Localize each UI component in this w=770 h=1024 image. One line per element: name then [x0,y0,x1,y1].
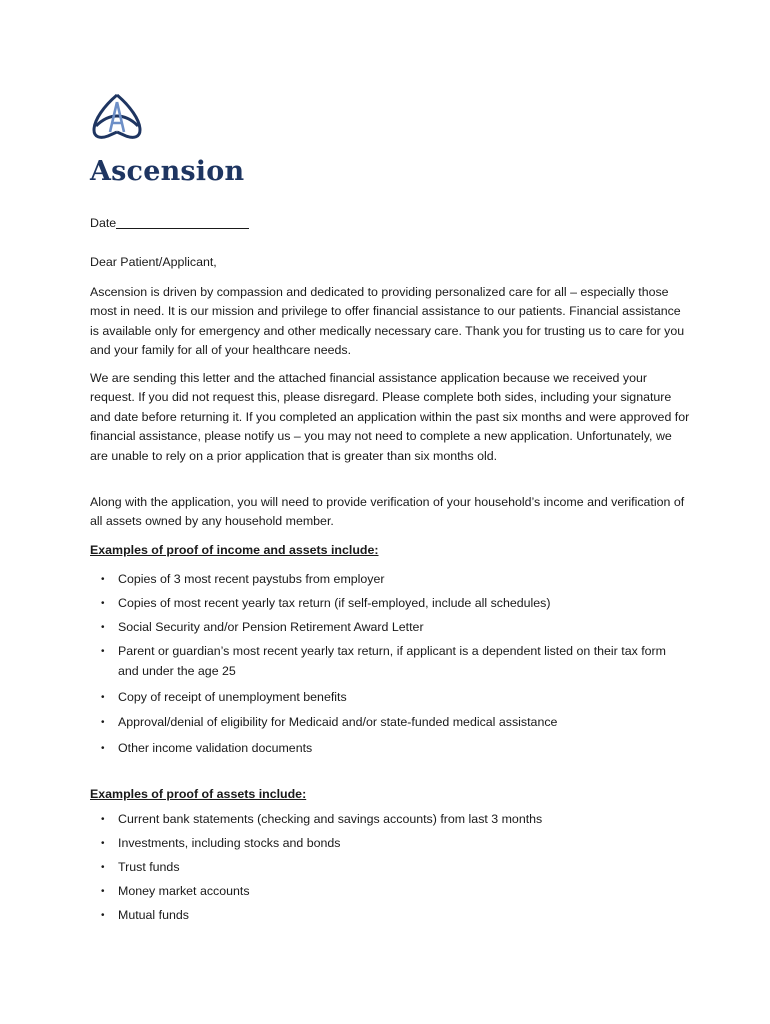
list-item: • Parent or guardian’s most recent yearly tax return, if applicant is a dependent listed on their tax form and under the age 25 [101,644,667,678]
greeting: Dear Patient/Applicant, [90,255,217,269]
paragraph-verification: Along with the application, you will need to provide verification of your household’s income and verification of all assets owned by any household member. [90,495,685,529]
bullet-icon: • [101,886,105,897]
date-blank-line [116,214,249,229]
list-item: • Investments, including stocks and bonds [90,834,690,853]
bullet-icon: • [101,692,105,704]
list-item: • Money market accounts [90,882,690,901]
list-item: • Other income validation documents [90,739,690,758]
bullet-icon: • [101,742,105,754]
income-heading: Examples of proof of income and assets include: [90,543,379,557]
bullet-icon: • [101,716,105,728]
bullet-icon: • [101,646,105,658]
date-field [90,214,249,233]
list-item: • Copies of 3 most recent paystubs from employer [90,570,690,589]
paragraph-mission: Ascension is driven by compassion and dedicated to providing personalized care for all – especially those most in need. It is our mission and privilege to offer financial assistance to our patients. Financial assistance is available only for emergency and other medically necessary care. Thank you for trusting us to care for you and your family for all of your healthcare needs. [90,285,685,358]
bullet-icon: • [101,862,105,873]
bullet-icon: • [101,910,105,921]
list-item: • Trust funds [90,858,690,877]
ascension-trinity-icon [90,92,144,142]
list-item: • Copy of receipt of unemployment benefits [90,688,690,707]
bullet-icon: • [101,598,105,610]
bullet-icon: • [101,814,105,825]
brand-name: Ascension [90,156,245,187]
bullet-icon: • [101,838,105,849]
date-label: Date [90,216,117,230]
bullet-icon: • [101,574,105,585]
list-item: • Approval/denial of eligibility for Medicaid and/or state-funded medical assistance [90,713,690,732]
bullet-icon: • [101,622,105,634]
assets-list [90,810,690,925]
list-item: • Mutual funds [90,906,690,925]
logo-mark [90,92,144,142]
list-item: • Copies of most recent yearly tax return (if self-employed, include all schedules) [90,594,690,613]
paragraph-application: We are sending this letter and the attached financial assistance application because we received your request. If you did not request this, please disregard. Please complete both sides, including your signature and date before returning it. If you completed an application within the past six months and were approved for financial assistance, please notify us – you may not need to complete a new application. Unfortunately, we are unable to rely on a prior application that is greater than six months old. [90,371,690,463]
income-list [90,570,690,758]
list-item: • Social Security and/or Pension Retirement Award Letter [90,618,690,637]
assets-heading: Examples of proof of assets include: [90,787,307,801]
list-item: • Current bank statements (checking and savings accounts) from last 3 months [90,810,690,829]
